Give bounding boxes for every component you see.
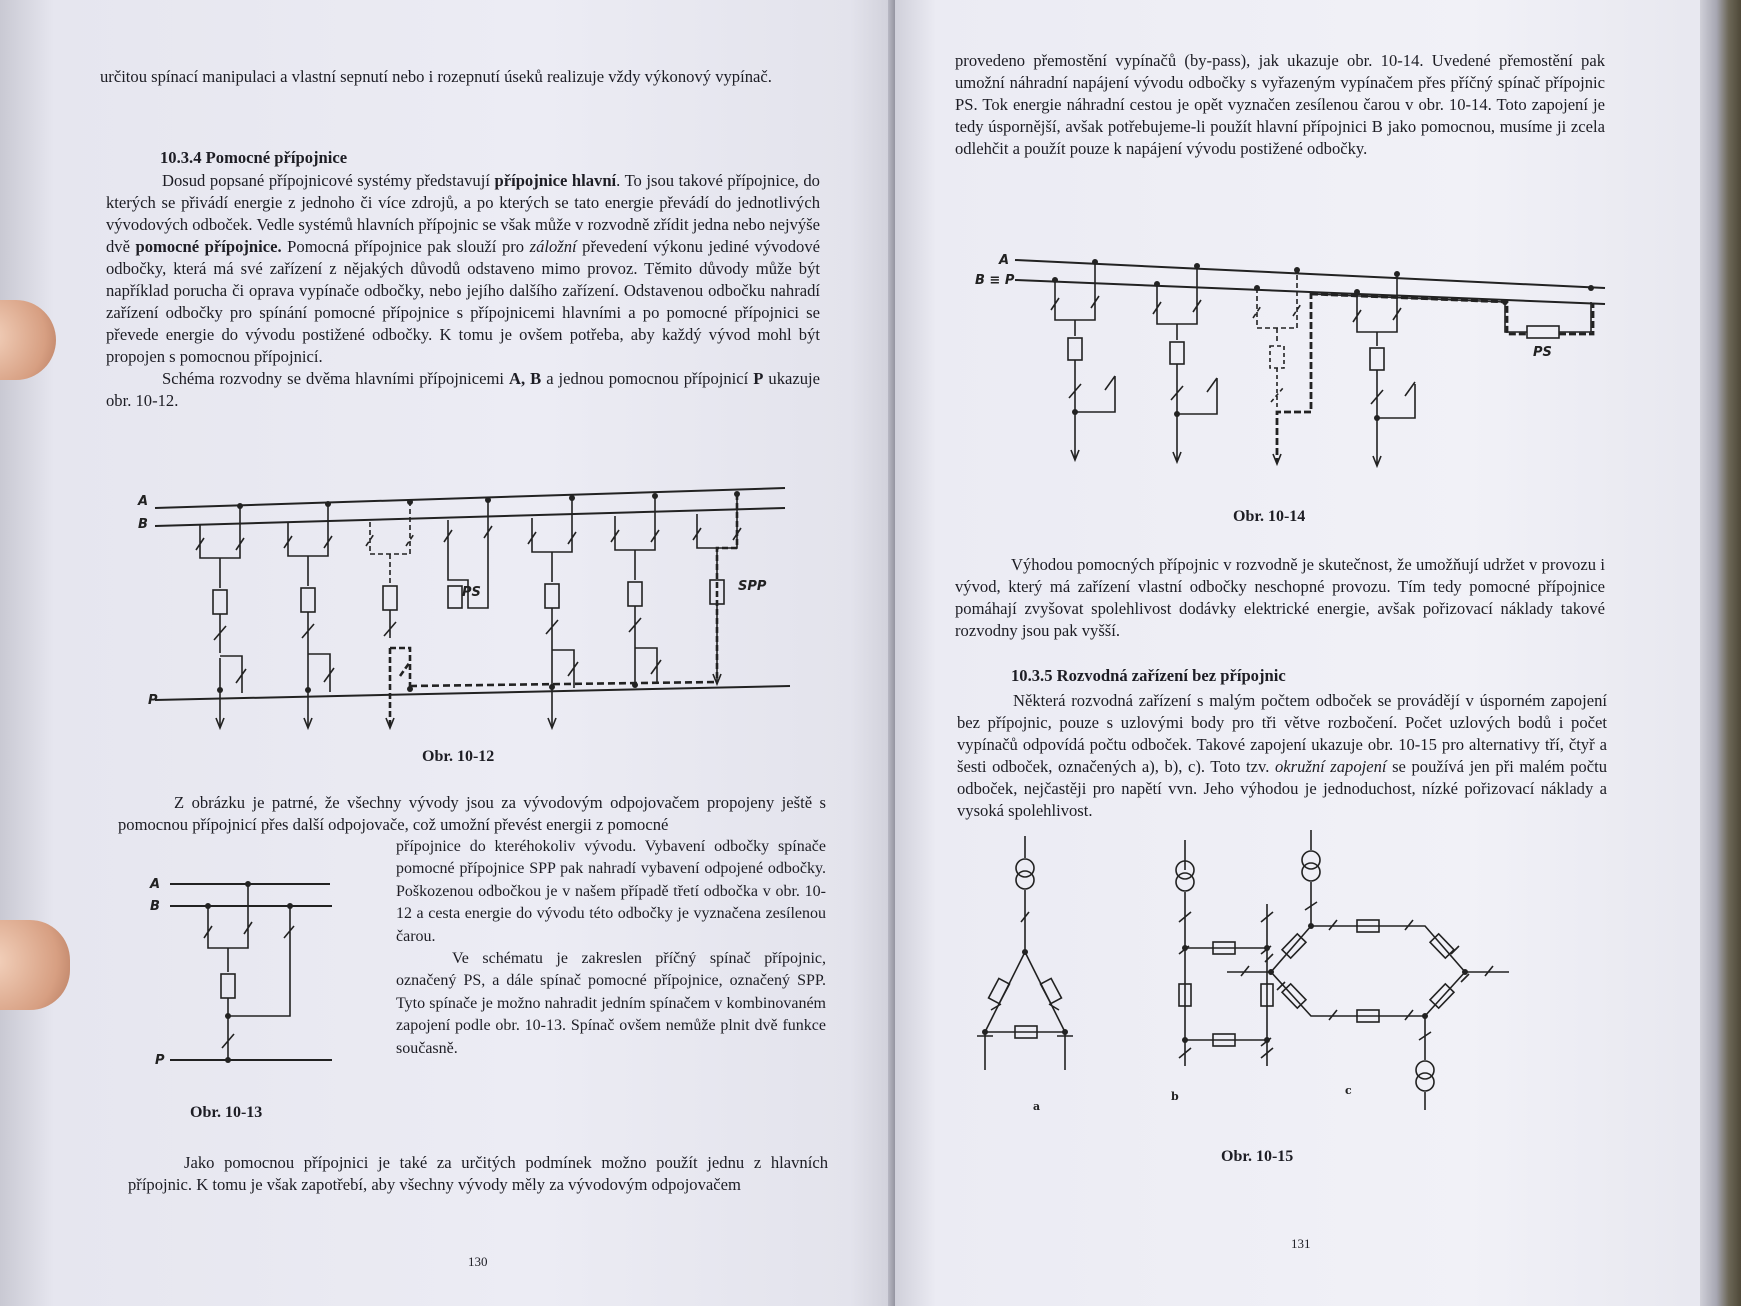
figure-10-13-diagram xyxy=(150,872,390,1072)
fig-10-13-label-b: B xyxy=(150,899,160,914)
fig-10-14-caption: Obr. 10-14 xyxy=(1233,508,1306,525)
section-heading-10-3-5: 10.3.5 Rozvodná zařízení bez přípojnic xyxy=(1011,666,1286,685)
left-paragraph-3-wrap: přípojnice do kteréhokoliv vývodu. Vybavení odbočky spínače pomocné přípojnice SPP pak nahradí vybavení odpojené odbočky. Poškozenou odbočkou je v našem případě třetí odbočka v obr. 10-12 a cesta energie do vývodu této odbočky je vyznačena zesílenou čarou. Ve schématu je zakreslen příčný spínač přípojnic, označený PS, a dále spínač pomocné přípojnice, označený SPP. Tyto spínače je možno nahradit jedním spínačem v kombinovaném zapojení podle obr. 10-13. Spínač ovšem nemůže plnit dvě funkce současně. xyxy=(396,836,826,1060)
fig-10-15-label-a: a xyxy=(1033,1100,1041,1113)
fig-10-12-label-spp: SPP xyxy=(738,579,767,594)
fig-10-12-label-p: P xyxy=(148,693,158,708)
fig-10-15-label-c: c xyxy=(1345,1084,1352,1097)
left-paragraph-2: Schéma rozvodny se dvěma hlavními přípojnicemi A, B a jednou pomocnou přípojnicí P ukazuje obr. 10-12. xyxy=(106,369,820,410)
right-page-number: 131 xyxy=(1291,1236,1311,1251)
left-paragraph-4: Ve schématu je zakreslen příčný spínač přípojnic, označený PS, a dále spínač pomocné přípojnice, označený SPP. Tyto spínače je možno nahradit jedním spínačem v kombinovaném zapojení podle obr. 10-13. Spínač ovšem nemůže plnit dvě funkce současně. xyxy=(396,950,826,1057)
right-page xyxy=(895,0,1715,1306)
figure-10-14-diagram xyxy=(965,248,1665,478)
fig-10-12-caption: Obr. 10-12 xyxy=(422,748,495,765)
thumb-bottom xyxy=(0,920,70,1010)
fig-10-12-label-a: A xyxy=(138,494,149,509)
fig-10-12-label-ps: PS xyxy=(462,585,481,600)
fig-10-13-label-p: P xyxy=(155,1053,165,1068)
fig-10-14-label-a: A xyxy=(999,253,1010,268)
right-paragraph-2: Výhodou pomocných přípojnic v rozvodně je skutečnost, že umožňují udržet v provozu i vývod, který má zařízení vlastní odbočky neschopné provozu. Tím tedy pomocné přípojnice pomáhají zvyšovat spolehlivost dodávky elektrické energie, avšak pořizovací náklady takové rozvodny jsou pak vyšší. xyxy=(955,555,1605,640)
fig-10-13-label-a: A xyxy=(150,877,161,892)
section-heading-10-3-4: 10.3.4 Pomocné přípojnice xyxy=(160,148,348,167)
right-paragraph-1: provedeno přemostění vypínačů (by-pass), jak ukazuje obr. 10-14. Uvedené přemostění pak umožní náhradní napájení vývodu odbočky s vyřazeným vypínačem přes příčný spínač přípojnic PS. Tok energie náhradní cestou je opět vyznačen zesílenou čarou v obr. 10-14. Toto zapojení je tedy úspornější, avšak potřebujeme-li použít hlavní přípojnici B jako pomocnou, musíme ji zcela odlehčit a použít pouze k napájení vývodu postižené odbočky. xyxy=(955,51,1605,158)
figure-10-12-diagram xyxy=(0,478,895,738)
left-page-number: 130 xyxy=(468,1254,488,1269)
fig-10-13-caption: Obr. 10-13 xyxy=(190,1104,263,1121)
left-paragraph-5: Jako pomocnou přípojnici je také za určitých podmínek možno použít jednu z hlavních přípojnic. K tomu je však zapotřebí, aby všechny vývody měly za vývodovým odpojovačem xyxy=(128,1153,828,1194)
figure-10-15-diagram xyxy=(965,830,1665,1113)
left-intro-text: určitou spínací manipulaci a vlastní sepnutí nebo i rozepnutí úseků realizuje vždy výkonový vypínač. xyxy=(100,67,772,86)
right-paragraph-3: Některá rozvodná zařízení s malým počtem odboček se provádějí v úsporném zapojení bez přípojnic, pouze s uzlovými body pro tři větve rozbočení. Počet uzlových bodů i počet vypínačů odpovídá počtu odboček. Takové zapojení ukazuje obr. 10-15 pro alternativy tří, čtyř a šesti odboček, označených a), b), c). Toto tzv. okružní zapojení se používá jen při malém počtu odboček, nejčastěji pro napětí vvn. Jeho výhodou je jednoduchost, nízké pořizovací náklady a vysoká spolehlivost. xyxy=(957,691,1607,820)
fig-10-15-caption: Obr. 10-15 xyxy=(1221,1148,1294,1165)
fig-10-14-label-ps: PS xyxy=(1533,345,1552,360)
fig-10-12-label-b: B xyxy=(138,517,148,532)
fig-10-15-label-b: b xyxy=(1171,1090,1179,1103)
page-edges xyxy=(1700,0,1741,1306)
fig-10-14-label-bp: B ≡ P xyxy=(975,273,1015,288)
left-paragraph-3: Z obrázku je patrné, že všechny vývody jsou za vývodovým odpojovačem propojeny ještě s pomocnou přípojnicí přes další odpojovače, což umožní převést energii z pomocné xyxy=(118,793,826,834)
left-paragraph-1: Dosud popsané přípojnicové systémy představují přípojnice hlavní. To jsou takové přípojnice, do kterých se přivádí energie z jednoho či více zdrojů, a po kterých se tato energie převádí do jednotlivých vývodových odboček. Vedle systémů hlavních přípojnic se však může v rozvodně zřídit jedna nebo nejvýše dvě pomocné přípojnice. Pomocná přípojnice pak slouží pro záložní převedení výkonu jediné vývodové odbočky, která má své zařízení z nějakých důvodů odstaveno mimo provoz. Těmito důvody může být například porucha či oprava vypínače odbočky, nebo jejího dalšího zařízení. Odstavenou odbočku nahradí zařízení odbočky pro spínání pomocné přípojnice s přípojnicemi hlavními a po pomocné přípojnici se převede energie do vývodu postižené odbočky. K tomu je ovšem potřeba, aby každý vývod mohl být propojen s pomocnou přípojnicí. Schéma rozvodny se dvěma hlavními přípojnicemi A, B a jednou pomocnou přípojnicí P ukazuje obr. 10-12. xyxy=(106,171,820,410)
